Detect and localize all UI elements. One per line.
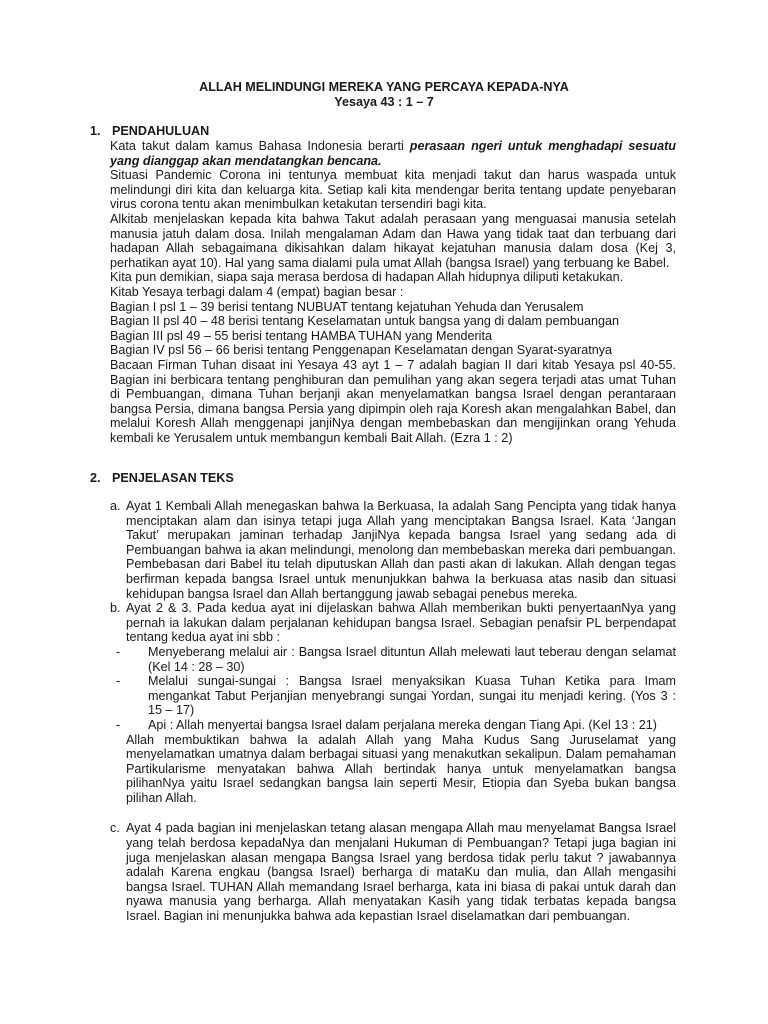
dash-item (110, 674, 676, 718)
dash-item-text: Menyeberang melalui air : Bangsa Israel dituntun Allah melewati laut teberau dengan selamat (Kel 14 : 28 – 30) (148, 644, 676, 674)
list-item (110, 601, 676, 645)
definition-paragraph (110, 139, 676, 168)
dash-marker: - (116, 644, 121, 659)
list-item (110, 499, 676, 601)
list-marker: a. (110, 499, 121, 513)
list-item-text: Allah membuktikan bahwa Ia adalah Allah yang Maha Kudus Sang Juruselamat yang menyelamatkan umatnya dalam berbagai situasi yang menakutkan sekalipun. Dalam pemahaman Partikularisme menyatakan bahwa Allah bertindak hanya untuk menyelamatkan bangsa pilihanNya yaitu Israel sedangkan bangsa lain seperti Mesir, Etiopia dan Syeba bukan bangsa pilihan Allah. (126, 732, 676, 805)
dash-item (110, 718, 676, 733)
list-marker: c. (110, 821, 120, 836)
list-item-continuation (110, 733, 676, 806)
dash-item-text: Api : Allah menyertai bangsa Israel dalam perjalana mereka dengan Tiang Api. (Kel 13 : 21) (148, 717, 657, 732)
list-marker: b. (110, 601, 121, 616)
section-title: PENJELASAN TEKS (112, 471, 234, 485)
paragraph: Situasi Pandemic Corona ini tentunya membuat kita menjadi takut dan harus waspada untuk melindungi diri kita dan keluarga kita. Setiap kali kita mendengar berita tentang update penyebaran virus corona tentu akan menimbulkan ketakutan tersendiri bagi kita. (110, 168, 676, 212)
dash-item (110, 645, 676, 674)
list-item-text: Ayat 4 pada bagian ini menjelaskan tetang alasan mengapa Allah mau menyelamat Bangsa Israel yang telah berdosa kepadaNya dan menjalani Hukuman di Pembuangan? Tetapi juga bagian ini juga menjelaskan alasan mengapa Bangsa Israel yang berdosa tidak perlu takut ? jawabannya adalah Karena engkau (bangsa Israel) berharga di mataKu dan mulia, dan Allah mengasihi bangsa Israel. TUHAN Allah memandang Israel berharga, kata ini biasa di pakai untuk darah dan nyawa manusia yang berharga. Allah menyatakan Kasih yang tidak terbatas kepada bangsa Israel. Bagian ini menunjukka bahwa ada kepastian Israel diselamatkan dari pembuangan. (126, 821, 676, 924)
text-line: Kitab Yesaya terbagi dalam 4 (empat) bagian besar : (110, 284, 404, 299)
section-number: 2. (90, 471, 101, 485)
text-line: Bagian IV psl 56 – 66 berisi tentang Penggenapan Keselamatan dengan Syarat-syaratnya (110, 343, 612, 358)
list-item (110, 821, 676, 923)
definition-lead: Kata takut dalam kamus Bahasa Indonesia berarti (110, 139, 410, 153)
section-title: PENDAHULUAN (112, 124, 210, 138)
dash-marker: - (116, 674, 121, 689)
dash-marker: - (116, 717, 121, 732)
section-heading-pendahuluan (90, 124, 209, 139)
section-heading-penjelasan-teks (90, 471, 234, 486)
list-item-text: Ayat 1 Kembali Allah menegaskan bahwa Ia Berkuasa, Ia adalah Sang Pencipta yang tidak hanya menciptakan alam dan isinya tetapi juga Allah yang menciptakan Bangsa Israel. Kata ‘Jangan Takut’ merupakan jaminan terhadap JanjiNya kepada bangsa Israel yang sedang ada di Pembuangan bahwa ia akan melindungi, menolong dan membebaskan mereka dari pembuangan. Pembebasan dari Babel itu telah diputuskan Allah dan pasti akan di lakukan. Allah dengan tegas berfirman kepada bangsa Israel untuk menunjukkan bahwa Ia berkuasa atas nasib dan situasi kehidupan bangsa Israel dan Allah bertanggung jawab sebagai penebus mereka. (126, 499, 676, 601)
paragraph: Bacaan Firman Tuhan disaat ini Yesaya 43 ayt 1 – 7 adalah bagian II dari kitab Yesaya psl 40-55. Bagian ini berbicara tentang penghiburan dan pemulihan yang akan segera terjadi atas umat Tuhan di Pembuangan, dimana Tuhan berjanji akan menyelamatkan bangsa Israel dengan perantaraan bangsa Persia, dimana bangsa Persia yang dipimpin oleh raja Koresh akan mengalahkan Babel, dan melalui Koresh Allah menggenapi janjiNya dengan membebaskan dan mengijinkan orang Yehuda kembali ke Yerusalem untuk membangun kembali Bait Allah. (Ezra 1 : 2) (110, 357, 676, 445)
text-line: Bagian II psl 40 – 48 berisi tentang Keselamatan untuk bangsa yang di dalam pembuangan (110, 314, 620, 329)
scripture-reference: Yesaya 43 : 1 – 7 (334, 95, 434, 109)
paragraph: Alkitab menjelaskan kepada kita bahwa Takut adalah perasaan yang menguasai manusia setelah manusia jatuh dalam dosa. Inilah mengalaman Adam dan Hawa yang tidak taat dan terbuang dari hadapan Allah sebagaimana dikisahkan dalam hikayat kejatuhan manusia dalam dosa (Kej 3, perhatikan ayat 10). Hal yang sama dialami pula umat Allah (bangsa Israel) yang terbuang ke Babel. (110, 211, 676, 270)
text-line: Bagian III psl 49 – 55 berisi tentang HAMBA TUHAN yang Menderita (110, 328, 492, 343)
text-line: Bagian I psl 1 – 39 berisi tentang NUBUAT tentang kejatuhan Yehuda dan Yerusalem (110, 299, 584, 314)
document-title: ALLAH MELINDUNGI MEREKA YANG PERCAYA KEPADA-NYA (199, 80, 569, 94)
explanation-list (110, 499, 676, 924)
paragraph: Kita pun demikian, siapa saja merasa berdosa di hadapan Allah hidupnya diliputi ketakukan. (110, 270, 624, 285)
section-number: 1. (90, 124, 101, 138)
list-item-text: Ayat 2 & 3. Pada kedua ayat ini dijelaskan bahwa Allah memberikan bukti penyertaanNya yang pernah ia lakukan dalam perjalanan kehidupan bangsa Israel. Sebagian penafsir PL berpendapat tentang kedua ayat ini sbb : (126, 601, 676, 645)
section-body-pendahuluan (110, 139, 676, 445)
dash-item-text: Melalui sungai-sungai : Bangsa Israel menyaksikan Kuasa Tuhan Ketika para Imam mengankat Tabut Perjanjian menyebrangi sungai Yordan, sungai itu menjadi kering. (Yos 3 : 15 – 17) (148, 674, 676, 718)
definition-emphasis: perasaan ngeri untuk menghadapi sesuatu yang dianggap akan mendatangkan bencana. (110, 139, 677, 168)
